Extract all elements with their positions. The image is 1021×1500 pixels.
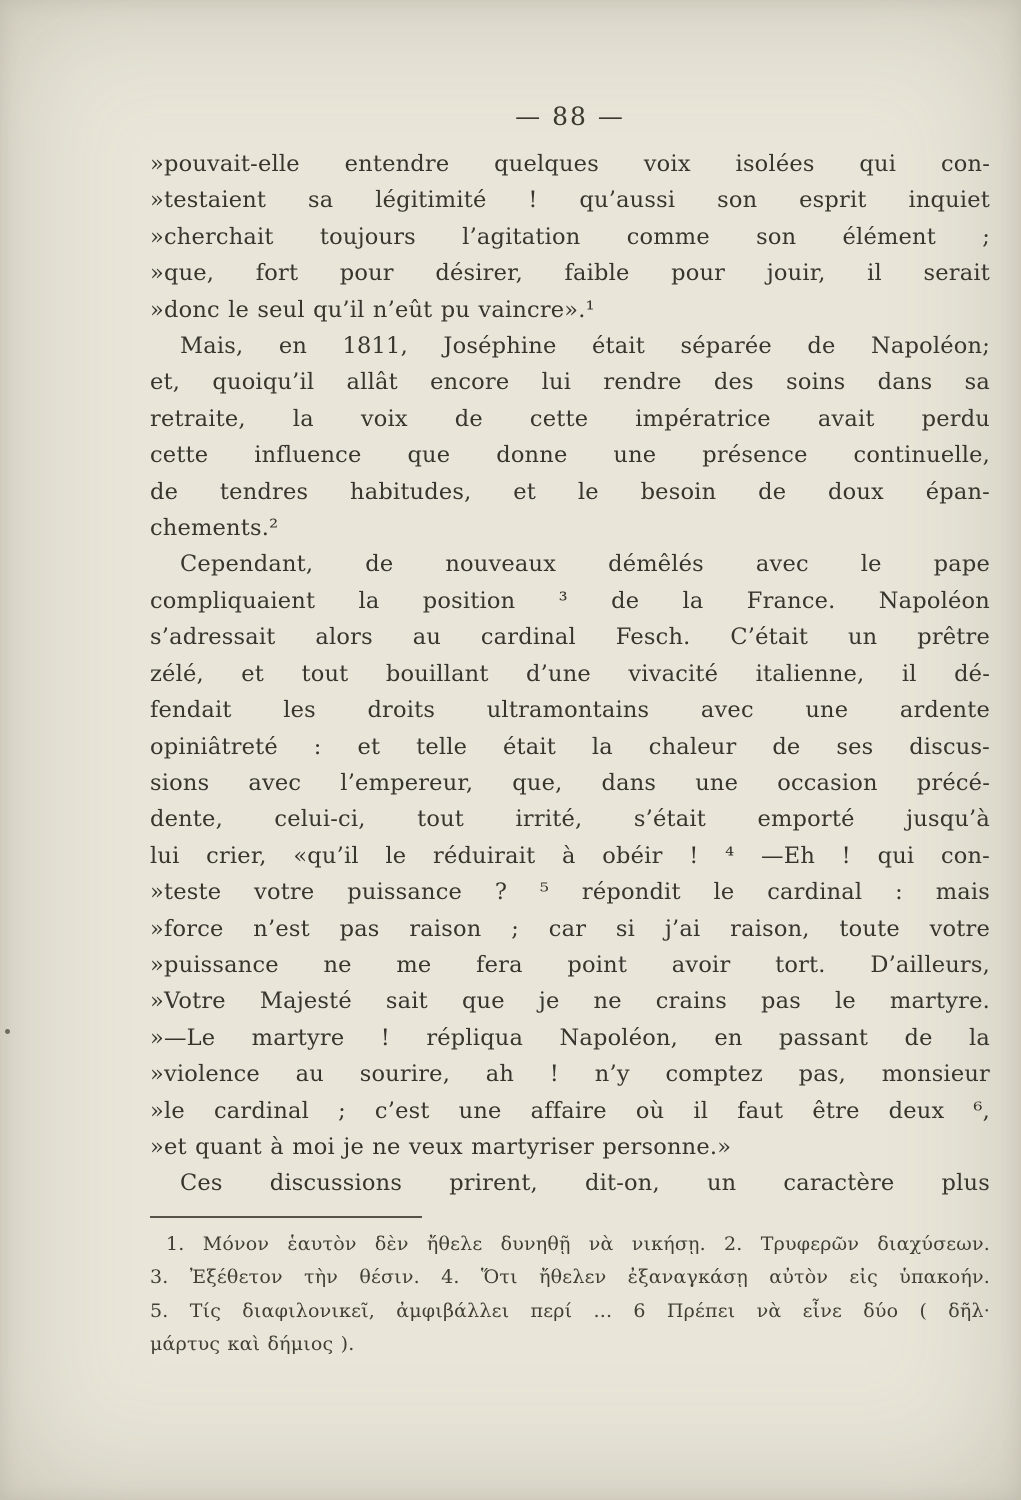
footnote-line: 3. Ἐξέθετον τὴν θέσιν. 4. Ὅτι ἤθελεν ἐξαναγκάσῃ αὐτὸν εἰς ὑπακοήν. [150, 1266, 990, 1289]
footnote-line: 5. Τίς διαφιλονικεῖ, ἀμφιβάλλει περί ... 6 Πρέπει νὰ εἶνε δύο ( δῆλ· [150, 1299, 990, 1322]
footnote-divider [150, 1216, 422, 1218]
text-line: et, quoiqu’il allât encore lui rendre des soins dans sa [150, 369, 990, 396]
footnotes [150, 1228, 990, 1362]
text-line: »—Le martyre ! répliqua Napoléon, en passant de la [150, 1024, 990, 1051]
text-line: »violence au sourire, ah ! n’y comptez pas, monsieur [150, 1061, 990, 1088]
text-line: »pouvait-elle entendre quelques voix isolées qui con- [150, 151, 990, 177]
text-line: »testaient sa légitimité ! qu’aussi son esprit inquiet [150, 187, 990, 214]
text-line: Mais, en 1811, Joséphine était séparée de Napoléon; [180, 333, 990, 360]
text-line: »Votre Majesté sait que je ne crains pas le martyre. [150, 988, 990, 1015]
body-text [150, 146, 990, 1202]
footnote-line: μάρτυς καὶ δήμιος ). [150, 1333, 355, 1356]
text-line: Cependant, de nouveaux démêlés avec le pape [180, 551, 990, 578]
text-line: de tendres habitudes, et le besoin de doux épan- [150, 478, 990, 505]
text-line: lui crier, «qu’il le réduirait à obéir ! ⁴ —Eh ! qui con- [150, 842, 990, 869]
text-line: »le cardinal ; c’est une affaire où il faut être deux ⁶, [150, 1097, 990, 1124]
text-line: dente, celui-ci, tout irrité, s’était emporté jusqu’à [150, 806, 990, 833]
text-line: opiniâtreté : et telle était la chaleur de ses discus- [150, 733, 990, 760]
text-line: »teste votre puissance ? ⁵ répondit le cardinal : mais [150, 879, 990, 906]
text-line: s’adressait alors au cardinal Fesch. C’était un prêtre [150, 624, 990, 651]
text-line: compliquaient la position ³ de la France. Napoléon [150, 587, 990, 614]
text-line: »et quant à moi je ne veux martyriser personne.» [150, 1133, 732, 1160]
text-line: Ces discussions prirent, dit-on, un caractère plus [180, 1170, 990, 1197]
page-number: — 88 — [515, 102, 625, 131]
text-line: fendait les droits ultramontains avec une ardente [150, 697, 990, 724]
text-line: »cherchait toujours l’agitation comme son élément ; [150, 223, 990, 250]
scan-artifact [5, 1029, 10, 1034]
page-content [150, 102, 990, 1362]
footnote-line: 1. Μόνον ἑαυτὸν δὲν ἤθελε δυνηθῇ νὰ νικήσῃ. 2. Τρυφερῶν διαχύσεων. [166, 1232, 990, 1255]
text-line: cette influence que donne une présence continuelle, [150, 442, 990, 469]
text-line: »puissance ne me fera point avoir tort. D’ailleurs, [150, 951, 990, 978]
text-line: chements.² [150, 515, 279, 542]
text-line: »force n’est pas raison ; car si j’ai raison, toute votre [150, 915, 990, 942]
text-line: »que, fort pour désirer, faible pour jouir, il serait [150, 260, 990, 287]
text-line: zélé, et tout bouillant d’une vivacité italienne, il dé- [150, 660, 990, 687]
text-line: retraite, la voix de cette impératrice avait perdu [150, 405, 990, 432]
text-line: sions avec l’empereur, que, dans une occasion précé- [150, 769, 990, 796]
text-line: »donc le seul qu’il n’eût pu vaincre».¹ [150, 296, 595, 323]
